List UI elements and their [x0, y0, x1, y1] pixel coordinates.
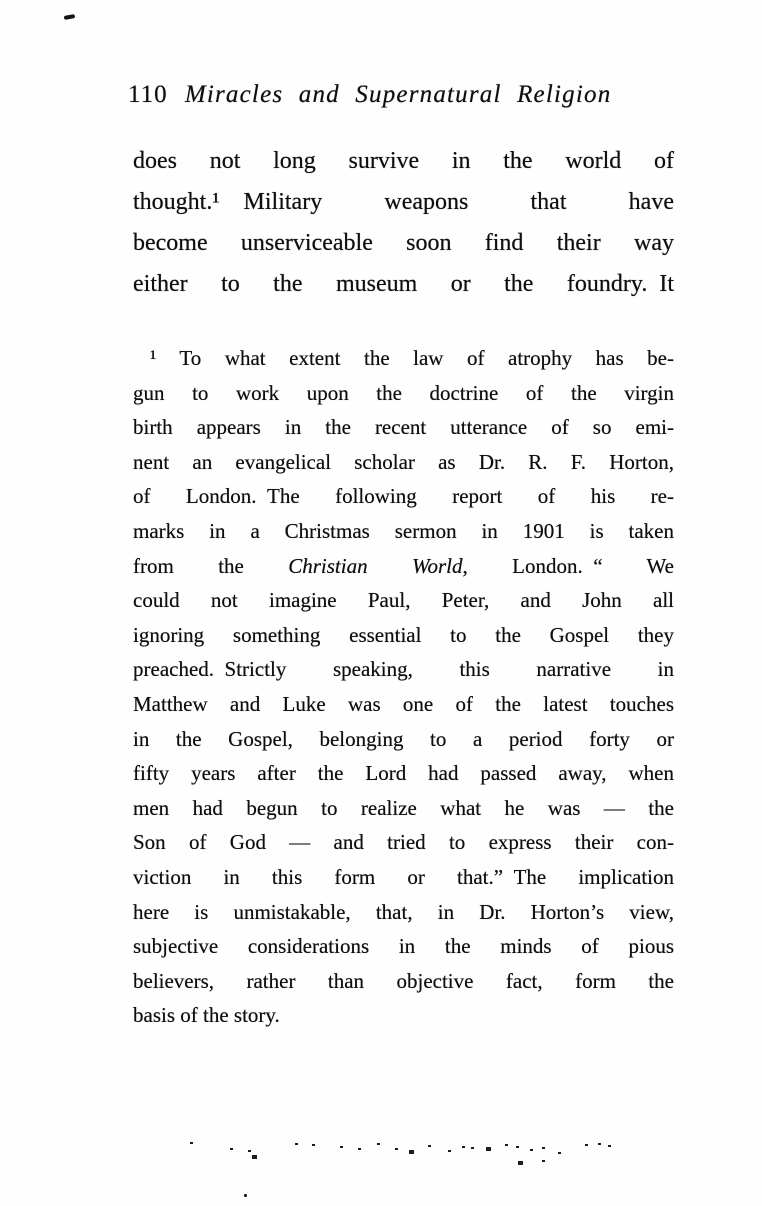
- scan-artifact-dash: [64, 14, 76, 20]
- footnote-text: , London. “ We: [462, 553, 674, 578]
- footnote-line: subjective considerations in the minds of pious: [133, 934, 674, 959]
- running-title: Miracles and Supernatural Religion: [184, 81, 612, 108]
- footnote-line: could not imagine Paul, Peter, and John all: [133, 588, 674, 613]
- footnote-line: ignoring something essential to the Gospel they: [133, 622, 674, 647]
- body-line: does not long survive in the world of: [133, 148, 674, 174]
- body-line: become unserviceable soon find their way: [133, 230, 674, 256]
- footnote-line: preached. Strictly speaking, this narrative in: [133, 657, 674, 682]
- body-line: either to the museum or the foundry. It: [133, 271, 674, 297]
- footnote-line: fifty years after the Lord had passed away, when: [133, 761, 674, 786]
- page-header: [128, 80, 674, 110]
- footnote-line: here is unmistakable, that, in Dr. Horton’s view,: [133, 899, 674, 924]
- footnote-line: men had begun to realize what he was — the: [133, 795, 674, 820]
- footnote-line: viction in this form or that.” The implication: [133, 864, 674, 889]
- footnote-line: of London. The following report of his re-: [133, 484, 674, 509]
- page-number: 110: [128, 81, 168, 108]
- cited-periodical: Christian World: [288, 553, 463, 578]
- footnote-line: ¹ To what extent the law of atrophy has be-: [150, 346, 674, 370]
- footnote-line: basis of the story.: [133, 1003, 280, 1028]
- footnote-line: believers, rather than objective fact, form the: [133, 968, 674, 993]
- footnote-line: Son of God — and tried to express their con-: [133, 830, 674, 855]
- body-line: thought.¹ Military weapons that have: [133, 189, 674, 215]
- footnote: [133, 341, 674, 1033]
- footnote-line: nent an evangelical scholar as Dr. R. F. Horton,: [133, 449, 674, 474]
- footnote-line: in the Gospel, belonging to a period forty or: [133, 726, 674, 751]
- scan-artifact-dot: [244, 1194, 247, 1197]
- footnote-text: from the: [133, 553, 289, 578]
- body-paragraph: [133, 141, 674, 305]
- footnote-line: gun to work upon the doctrine of the virgin: [133, 380, 674, 405]
- footnote-line: [133, 549, 674, 584]
- scan-noise-band: [190, 1142, 193, 1144]
- footnote-line: marks in a Christmas sermon in 1901 is taken: [133, 518, 674, 543]
- footnote-line: birth appears in the recent utterance of so emi-: [133, 415, 674, 440]
- footnote-line: Matthew and Luke was one of the latest touches: [133, 691, 674, 716]
